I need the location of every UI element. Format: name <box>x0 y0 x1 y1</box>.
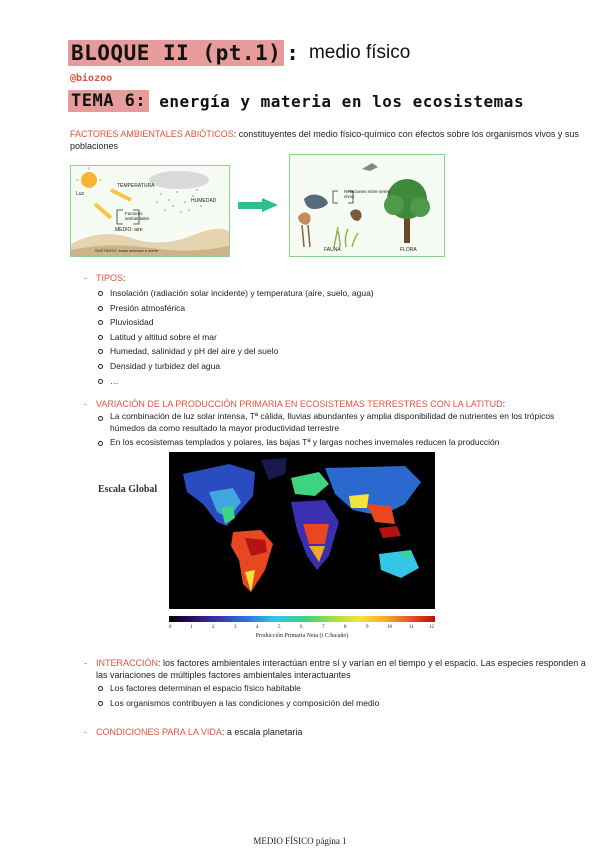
interaccion-section <box>84 658 592 710</box>
colorbar <box>169 616 435 622</box>
topic-name: energía y materia en los ecosistemas <box>149 91 525 111</box>
world-map-image <box>169 452 435 609</box>
light-ray-icon <box>111 190 131 200</box>
animal-icon <box>350 209 362 221</box>
tipos-section <box>84 272 584 388</box>
list-item: Pluviosidad <box>110 315 584 330</box>
cloud-icon <box>149 171 209 189</box>
list-item: Presión atmosférica <box>110 301 584 316</box>
rhino-icon <box>304 195 328 210</box>
tick-label: 1 <box>190 625 193 630</box>
plant-icon <box>334 227 348 247</box>
biotic-diagram <box>290 155 444 256</box>
medio-label: MEDIO: aire <box>115 227 143 233</box>
condiciones-text: : a escala planetaria <box>221 727 303 737</box>
abiotic-factors-illustration <box>70 165 230 257</box>
biotic-relations-illustration <box>289 154 445 257</box>
page-footer: MEDIO FÍSICO página 1 <box>253 836 347 846</box>
tick-label: 10 <box>387 625 392 630</box>
variacion-label: VARIACIÓN DE LA PRODUCCIÓN PRIMARIA EN ECOSISTEMAS TERRESTRES CON LA LATITUD <box>96 399 503 409</box>
colorbar-label: Producción Primaria Neta (t C/ha/año) <box>255 633 349 639</box>
list-item: Los factores determinan el espacio físico habitable <box>110 681 592 696</box>
interaccion-list <box>84 681 592 710</box>
author-handle: @biozoo <box>70 73 113 84</box>
topic-title <box>68 89 524 113</box>
australia-shape <box>379 550 419 578</box>
list-item: Los organismos contribuyen a las condiciones y composición del medio <box>110 696 592 711</box>
tick-label: 9 <box>366 625 369 630</box>
list-item: … <box>110 374 584 389</box>
topic-number: TEMA 6: <box>68 90 149 112</box>
temperatura-label: TEMPERATURA <box>117 183 155 189</box>
title-colon: : <box>286 41 299 65</box>
condiciones-label: CONDICIONES PARA LA VIDA <box>96 727 222 737</box>
condiciones-section <box>84 726 584 738</box>
tick-label: 0 <box>169 625 172 630</box>
escala-global-label: Escala Global <box>98 484 158 495</box>
tick-label: 4 <box>256 625 259 630</box>
tick-label: 2 <box>212 625 215 630</box>
bird-icon <box>362 163 378 171</box>
tick-label: 3 <box>234 625 237 630</box>
intro-paragraph <box>70 128 592 152</box>
variacion-heading <box>84 398 588 410</box>
variacion-colon: : <box>502 399 506 409</box>
tick-label: 12 <box>429 625 434 630</box>
list-item: En los ecosistemas templados y polares, las bajas Tª y largas noches invernales reducen la producción <box>110 436 588 448</box>
list-item: Insolación (radiación solar incidente) y temperatura (aire, suelo, agua) <box>110 286 584 301</box>
tipos-heading <box>84 272 584 284</box>
europe-shape <box>291 472 329 496</box>
tipos-list <box>84 286 584 388</box>
luz-label: Luz <box>76 191 85 197</box>
variacion-section <box>84 398 588 448</box>
factores-label: Factores ambientales <box>125 211 150 221</box>
tick-label: 6 <box>300 625 303 630</box>
deer-icon <box>298 212 311 225</box>
flora-label: FLORA <box>400 247 417 253</box>
sustrato-label: SUSTRATO: suelo arenoso e inerte <box>95 248 159 253</box>
tick-label: 11 <box>409 625 414 630</box>
tick-label: 5 <box>278 625 281 630</box>
tick-label: 7 <box>322 625 325 630</box>
list-item: La combinación de luz solar intensa, Tª cálida, lluvias abundantes y amplia disponibilidad de nutrientes en los trópicos húmedos da como resultado la mayor productividad terrestre <box>110 411 588 434</box>
list-item: Latitud y altitud sobre el mar <box>110 330 584 345</box>
intro-term: FACTORES AMBIENTALES ABIÓTICOS <box>70 129 234 139</box>
tick-label: 8 <box>344 625 347 630</box>
right-arrow-icon <box>238 198 278 212</box>
humedad-label: HUMEDAD <box>191 198 217 204</box>
interaccion-heading <box>84 658 592 681</box>
interaccion-text: : los factores ambientales interactúan entre sí y varían en el tiempo y el espacio. Las especies responden a las variaciones de múltiples factores ambientales interactuantes <box>96 658 586 680</box>
sun-icon <box>81 172 97 188</box>
tree-trunk <box>404 215 410 243</box>
tipos-colon: : <box>123 273 126 283</box>
list-item: Humedad, salinidad y pH del aire y del suelo <box>110 344 584 359</box>
list-item: Densidad y turbidez del agua <box>110 359 584 374</box>
page-title <box>68 40 410 66</box>
variacion-list <box>84 411 588 448</box>
interaccion-label: INTERACCIÓN <box>96 658 159 668</box>
tipos-label: TIPOS <box>96 273 124 283</box>
intro-text: : constituyentes del medio físico-químico con efectos sobre los organismos vivos y sus poblaciones <box>70 129 579 151</box>
title-highlight: BLOQUE II (pt.1) <box>68 40 284 66</box>
world-productivity-map <box>169 452 435 609</box>
relaciones-label: Relaciones entre seres vivos <box>344 189 391 199</box>
fauna-label: FAUNA <box>324 247 341 253</box>
condiciones-heading <box>84 726 584 738</box>
title-subject: medio físico <box>308 42 411 63</box>
